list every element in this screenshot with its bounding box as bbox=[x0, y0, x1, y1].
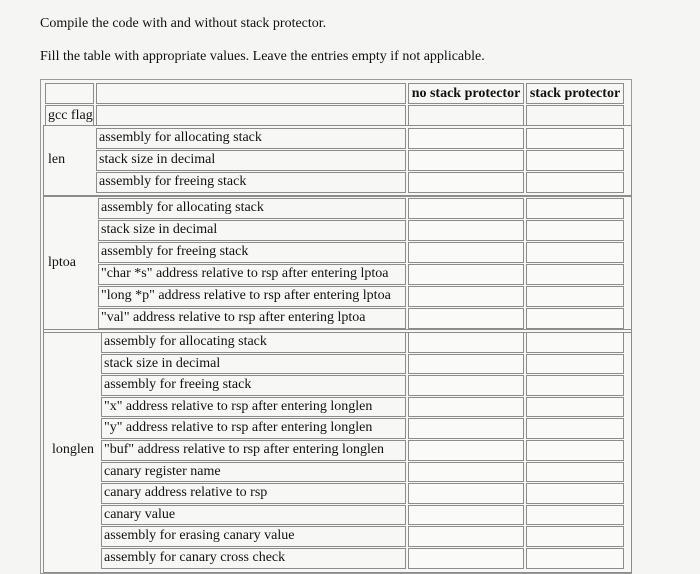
header-stack-protector: stack protector bbox=[526, 83, 624, 104]
row-description: assembly for freeing stack bbox=[96, 172, 406, 193]
protector-input[interactable] bbox=[526, 462, 624, 483]
row-description: assembly for erasing canary value bbox=[101, 526, 406, 547]
header-no-stack-protector: no stack protector bbox=[408, 83, 524, 104]
no-protector-input[interactable] bbox=[408, 354, 524, 375]
protector-input[interactable] bbox=[526, 242, 624, 263]
no-protector-input[interactable] bbox=[408, 308, 524, 329]
no-protector-input[interactable] bbox=[408, 526, 524, 547]
protector-input[interactable] bbox=[526, 354, 624, 375]
protector-input[interactable] bbox=[526, 548, 624, 569]
row-description: assembly for canary cross check bbox=[101, 548, 406, 569]
protector-input[interactable] bbox=[526, 332, 624, 353]
row-description: canary value bbox=[101, 505, 406, 526]
instruction-line-2: Fill the table with appropriate values. Leave the entries empty if not applicable. bbox=[40, 49, 485, 64]
gcc-flag-label: gcc flag bbox=[45, 105, 94, 126]
row-description: canary address relative to rsp bbox=[101, 483, 406, 504]
header-blank-1 bbox=[45, 83, 94, 104]
no-protector-input[interactable] bbox=[408, 375, 524, 396]
no-protector-input[interactable] bbox=[408, 397, 524, 418]
protector-input[interactable] bbox=[526, 308, 624, 329]
protector-input[interactable] bbox=[526, 128, 624, 149]
group-label: longlen bbox=[52, 441, 94, 457]
protector-input[interactable] bbox=[526, 505, 624, 526]
protector-input[interactable] bbox=[526, 440, 624, 461]
group-label: len bbox=[48, 152, 66, 167]
no-protector-input[interactable] bbox=[408, 242, 524, 263]
no-protector-input[interactable] bbox=[408, 332, 524, 353]
row-description: "long *p" address relative to rsp after entering lptoa bbox=[98, 286, 406, 307]
header-blank-2 bbox=[96, 83, 406, 104]
no-protector-input[interactable] bbox=[408, 418, 524, 439]
no-protector-input[interactable] bbox=[408, 128, 524, 149]
protector-input[interactable] bbox=[526, 286, 624, 307]
row-description: canary register name bbox=[101, 462, 406, 483]
row-description: "val" address relative to rsp after entering lptoa bbox=[98, 308, 406, 329]
gcc-flag-no-protector-input[interactable] bbox=[408, 105, 524, 126]
instruction-line-1: Compile the code with and without stack protector. bbox=[40, 16, 327, 31]
row-description: assembly for allocating stack bbox=[98, 198, 406, 219]
no-protector-input[interactable] bbox=[408, 483, 524, 504]
row-description: stack size in decimal bbox=[96, 150, 406, 171]
no-protector-input[interactable] bbox=[408, 198, 524, 219]
protector-input[interactable] bbox=[526, 526, 624, 547]
protector-input[interactable] bbox=[526, 483, 624, 504]
no-protector-input[interactable] bbox=[408, 548, 524, 569]
no-protector-input[interactable] bbox=[408, 462, 524, 483]
protector-input[interactable] bbox=[526, 397, 624, 418]
protector-input[interactable] bbox=[526, 264, 624, 285]
row-description: "char *s" address relative to rsp after entering lptoa bbox=[98, 264, 406, 285]
group-label: lptoa bbox=[48, 255, 76, 270]
gcc-flag-protector-input[interactable] bbox=[526, 105, 624, 126]
protector-input[interactable] bbox=[526, 220, 624, 241]
no-protector-input[interactable] bbox=[408, 286, 524, 307]
row-description: stack size in decimal bbox=[98, 220, 406, 241]
no-protector-input[interactable] bbox=[408, 172, 524, 193]
row-description: "buf" address relative to rsp after entering longlen bbox=[101, 440, 406, 461]
row-description: assembly for allocating stack bbox=[101, 332, 406, 353]
no-protector-input[interactable] bbox=[408, 220, 524, 241]
protector-input[interactable] bbox=[526, 198, 624, 219]
row-description: stack size in decimal bbox=[101, 354, 406, 375]
protector-input[interactable] bbox=[526, 418, 624, 439]
protector-input[interactable] bbox=[526, 172, 624, 193]
gcc-flag-blank bbox=[96, 105, 406, 126]
row-description: "x" address relative to rsp after entering longlen bbox=[101, 397, 406, 418]
no-protector-input[interactable] bbox=[408, 150, 524, 171]
row-description: assembly for allocating stack bbox=[96, 128, 406, 149]
row-description: assembly for freeing stack bbox=[101, 375, 406, 396]
protector-input[interactable] bbox=[526, 150, 624, 171]
row-description: assembly for freeing stack bbox=[98, 242, 406, 263]
protector-input[interactable] bbox=[526, 375, 624, 396]
no-protector-input[interactable] bbox=[408, 440, 524, 461]
row-description: "y" address relative to rsp after entering longlen bbox=[101, 418, 406, 439]
no-protector-input[interactable] bbox=[408, 264, 524, 285]
no-protector-input[interactable] bbox=[408, 505, 524, 526]
